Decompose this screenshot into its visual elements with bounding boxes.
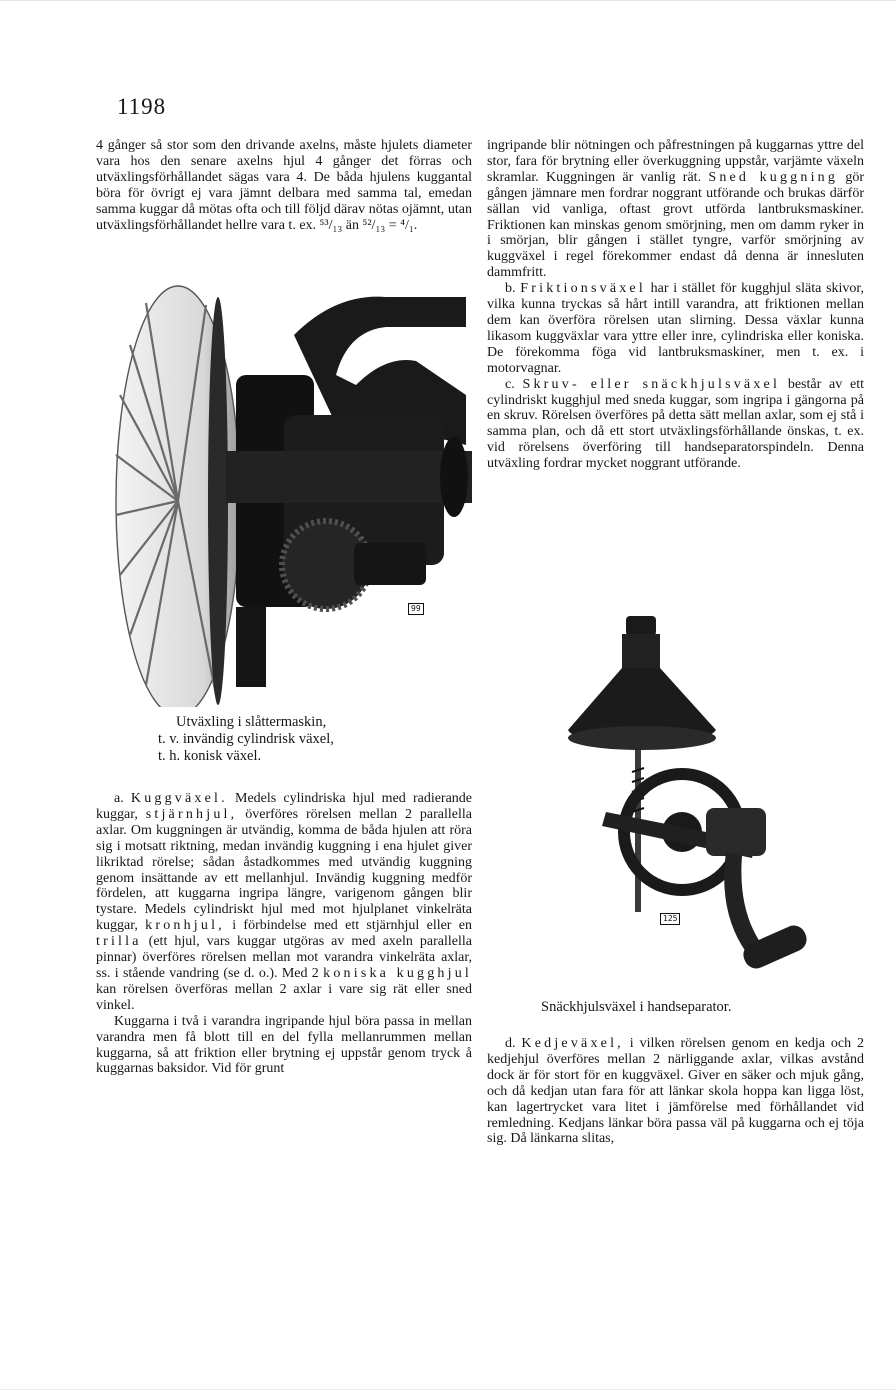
term-trilla: trilla xyxy=(96,934,142,950)
continuation-paragraph xyxy=(487,138,864,281)
mower-gear-illustration xyxy=(86,275,472,707)
text-a4: (ett hjul, vars kuggar utgöras av med axeln parallella pinnar) överföres rörelsen mellan mot varandra vinkelräta axlar, ss. i stående vandring (se d. o.). Med 2 xyxy=(96,934,472,981)
text-a3: i förbindelse med ett stjärnhjul eller en xyxy=(224,918,472,934)
spindle-neck xyxy=(622,634,660,668)
main-shaft xyxy=(226,451,472,503)
section-c-label: c. xyxy=(505,376,515,392)
left-column-top xyxy=(96,138,472,233)
text-a2: överföres rörelsen mellan 2 parallella axlar. Om kuggningen är utvändig, komma de båda hjulen att röra sig i motsatt riktning, medan invändig kuggning i ena hjulet giver likriktad rörelse; sådan åstadkommes med utvändig kuggning genom insättande av ett mellanhjul. Invändig kuggning medför fördelen, att kuggarna ingripa längre, varigenom gången blir tystare. Medels cylindriskt hjul med mot hjulplanet vinkelräta kuggar, xyxy=(96,806,472,934)
kedjevaxel-paragraph xyxy=(487,1036,864,1147)
term-stjarnhjul: stjärnhjul, xyxy=(145,806,238,822)
gear-box xyxy=(706,808,766,856)
term-kronhjul: kronhjul, xyxy=(145,918,225,934)
term-sned-kuggning: Sned kuggning xyxy=(708,169,839,185)
text-b: har i stället för kugghjul släta skivor, vilka kunna tryckas så hårt intill varandra, att friktionen mellan dem kan överföra rörelsen utan slirning. Dessa växlar kunna likasom kuggväxlar vara yttre eller inre, cylindriska eller koniska. De förekomma föga vid lantbruksmaskiner, men t. ex. i motorvagnar. xyxy=(487,281,865,376)
kuggvaxel-paragraph xyxy=(96,791,472,1014)
support-leg xyxy=(236,607,266,687)
figure-1-tag: 99 xyxy=(408,603,424,615)
term-friktionsvaxel: Friktionsväxel xyxy=(520,281,646,297)
section-a-label: a. xyxy=(114,791,124,806)
text-continuation-a: ingripande blir nötningen och påfrestningen på kuggarnas yttre del stor, fara för brytning eller överkuggning uppstår, varjämte växeln skramlar. Kuggningen är vanlig rät. xyxy=(487,138,864,185)
shaft-collar xyxy=(440,437,468,517)
crank-arm xyxy=(724,852,760,952)
term-kedjevaxel: Kedjeväxel, xyxy=(521,1036,624,1051)
caption-line-3: t. h. konisk växel. xyxy=(158,748,262,764)
figure-2-tag: 125 xyxy=(660,913,680,925)
text-d: i vilken rörelsen genom en kedja och 2 kedjehjul överföres mellan 2 närliggande axlar, vilkas avstånd dock är för stort för en kuggväxel. Giver en säker och mjuk gång, och då kedjan utan fara för att länkar skola hoppa kan ligga löst, kan lagertrycket vara litet i jämförelse med förhållandet vid remledning. Kedjans länkar böra passa väl på kuggarna och ej töja sig. Då länkarna slitas, xyxy=(487,1036,865,1147)
text-a1: Medels cylindriska hjul med radierande kuggar, xyxy=(96,791,473,822)
bowl-rim xyxy=(568,726,716,750)
section-b-label: b. xyxy=(505,281,516,297)
right-column-bottom xyxy=(487,1036,864,1147)
caption-line-1: Utväxling i slåttermaskin, xyxy=(176,714,327,730)
separator-worm-gear-illustration xyxy=(546,612,816,990)
text-c: består av ett cylindriskt kugghjul med sneda kuggar, som ingripa i gängorna på en skruv. Rörelsen överföres på detta sätt mellan axlar, som ej stå i samma plan, och då ett stort utväxlingsförhållande önskas, t. ex. vid rörelsens överföring till handseparatorspindeln. Denna utväxling fordrar mycket noggrant utförande. xyxy=(487,376,864,472)
section-d-label: d. xyxy=(505,1036,516,1051)
figure-2-caption: Snäckhjulsväxel i handseparator. xyxy=(541,999,732,1015)
snackhjulsvaxel-paragraph xyxy=(487,377,864,472)
top-scan-edge xyxy=(0,0,896,1)
term-koniska-kugghjul: koniska kugghjul xyxy=(323,965,472,981)
caption-line-2: t. v. invändig cylindrisk växel, xyxy=(158,731,334,747)
text-a5: kan rörelsen överföras mellan 2 axlar i vare sig rät eller sned vinkel. xyxy=(96,981,472,1013)
term-snackhjulsvaxel: Skruv- eller snäckhjulsväxel xyxy=(522,376,781,392)
kuggarna-paragraph: Kuggarna i två i varandra ingripande hjul böra passa in mellan varandra men få blott till en del fylla mellanrummen mellan kuggarna, så att friktion eller brytning ej uppstår genom tryck å kuggarnas baksidor. Vid för grunt xyxy=(96,1013,472,1077)
bevel-housing xyxy=(354,543,426,585)
term-kuggvaxel: Kuggväxel. xyxy=(130,791,228,806)
right-column-top xyxy=(487,138,864,472)
page-number: 1198 xyxy=(117,94,167,119)
figure-1-caption xyxy=(158,714,334,765)
spindle-cap xyxy=(626,616,656,636)
friktionsvaxel-paragraph xyxy=(487,281,864,376)
intro-paragraph: 4 gånger så stor som den drivande axelns, måste hjulets diameter vara hos den senare axelns hjul 4 gånger det förras och utväxlingsförhållandet sägas vara 4. De båda hjulens kuggantal böra för övrigt ej vara jämnt delbara med samma tal, emedan samma kuggar då mötas ofta och till följd därav nötas ojämnt, utan utväxlingsförhållandet hellre vara t. ex. ⁵³/₁₃ än ⁵²/₁₃ = ⁴/₁. xyxy=(96,138,472,233)
flywheel-rim xyxy=(208,297,228,705)
left-column-bottom xyxy=(96,791,472,1077)
text-continuation-b: gör gången jämnare men fordrar noggrant utförande och brukas därför sällan vid vanliga, oftast grovt utförda lantbruksmaskiner. Friktionen kan minskas genom smörjning, men om damm ryker in i smörjan, blir gången i stället tyngre, varför smörjning av kuggväxel i regel förekommer endast då denna är innesluten dammfritt. xyxy=(487,169,864,281)
